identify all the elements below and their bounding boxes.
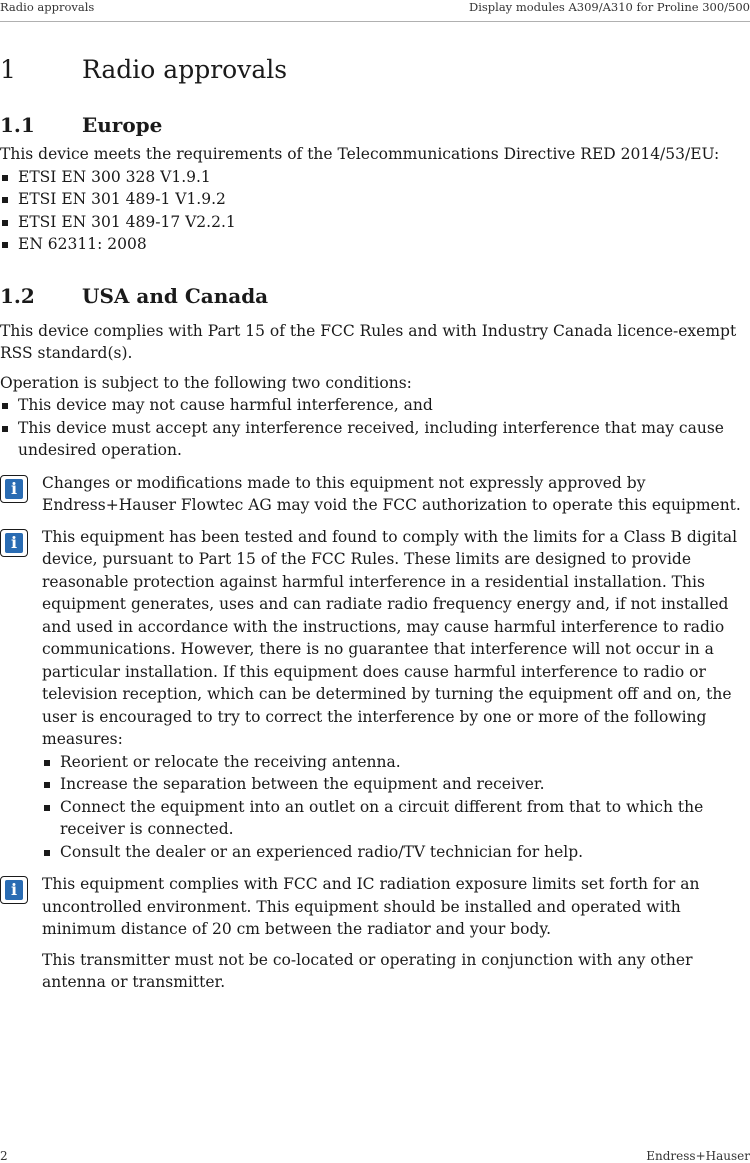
fcc-compliance-paragraph: This device complies with Part 15 of the FCC Rules and with Industry Canada licence-exempt RSS standard(s). [0, 321, 737, 362]
list-item: Connect the equipment into an outlet on a circuit different from that to which the receiver is connected. [42, 796, 750, 841]
info-note-class-b [0, 526, 750, 864]
list-item: This device must accept any interference received, including interference that may cause undesired operation. [0, 417, 750, 462]
section-1-1-number: 1.1 [0, 113, 35, 137]
interference-measures-list [42, 751, 750, 864]
list-item: Consult the dealer or an experienced radio/TV technician for help. [42, 841, 750, 864]
running-header [0, 0, 750, 22]
note-colocation-text: This transmitter must not be co-located or operating in conjunction with any other antenna or transmitter. [42, 950, 693, 991]
list-item: This device may not cause harmful interference, and [0, 394, 750, 417]
section-1-title: Radio approvals [82, 55, 288, 84]
info-note-modifications [0, 472, 750, 517]
section-1-1-heading [0, 112, 750, 138]
list-item: Reorient or relocate the receiving antenna. [42, 751, 750, 774]
europe-standards-list [0, 166, 750, 256]
footer-brand: Endress+Hauser [646, 1149, 750, 1163]
section-1-2-title: USA and Canada [82, 283, 269, 308]
info-icon: i [0, 876, 28, 904]
note-class-b-text: This equipment has been tested and found to comply with the limits for a Class B digital device, pursuant to Part 15 of the FCC Rules. These limits are designed to provide reasonable protection against harmful interference in a residential installation. This equipment generates, uses and can radiate radio frequency energy and, if not installed and used in accordance with the instructions, may cause harmful interference to radio communications. However, there is no guarantee that interference will not occur in a particular installation. If this equipment does cause harmful interference to radio or television reception, which can be determined by turning the equipment off and on, the user is encouraged to try to correct the interference by one or more of the following measures: [42, 527, 738, 748]
info-note-radiation [0, 873, 750, 994]
header-chapter-title: Radio approvals [0, 0, 95, 14]
list-item: ETSI EN 300 328 V1.9.1 [0, 166, 750, 189]
page-number: 2 [0, 1149, 8, 1163]
section-1-heading [0, 54, 750, 94]
section-1-1-title: Europe [82, 113, 163, 137]
info-icon: i [0, 475, 28, 503]
note-modifications-text: Changes or modifications made to this equipment not expressly approved by Endress+Hauser Flowtec AG may void the FCC authorization to operate this equipment. [42, 473, 741, 514]
list-item: ETSI EN 301 489-1 V1.9.2 [0, 188, 750, 211]
main-content [0, 54, 750, 994]
section-1-number: 1 [0, 55, 16, 84]
operation-conditions-intro: Operation is subject to the following two conditions: [0, 373, 412, 392]
list-item: EN 62311: 2008 [0, 233, 750, 256]
note-radiation-text: This equipment complies with FCC and IC radiation exposure limits set forth for an uncontrolled environment. This equipment should be installed and operated with minimum distance of 20 cm between the radiator and your body. [42, 875, 700, 938]
europe-intro: This device meets the requirements of the Telecommunications Directive RED 2014/53/EU: [0, 145, 720, 163]
info-icon: i [0, 529, 28, 557]
list-item: ETSI EN 301 489-17 V2.2.1 [0, 211, 750, 234]
header-document-title: Display modules A309/A310 for Proline 300/500 [468, 0, 750, 14]
section-1-2-heading [0, 283, 750, 309]
operation-conditions-list [0, 394, 750, 462]
list-item: Increase the separation between the equipment and receiver. [42, 773, 750, 796]
section-1-2-number: 1.2 [0, 283, 35, 308]
